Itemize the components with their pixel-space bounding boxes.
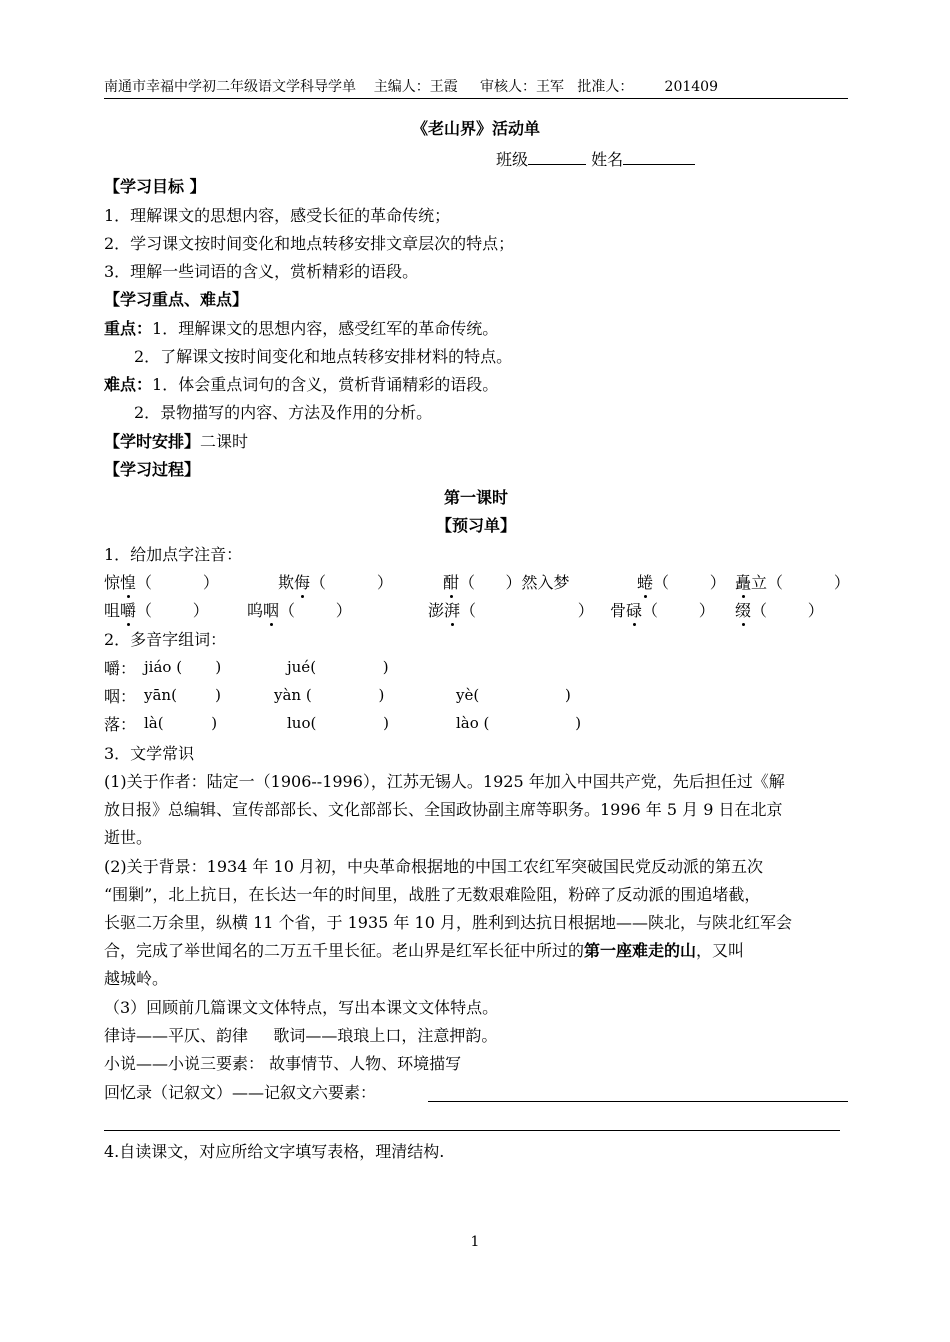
polyphone-blank[interactable]: là( ) [144, 714, 218, 732]
page-number: 1 [470, 1234, 480, 1250]
class-blank[interactable] [528, 146, 586, 165]
genre-line: 律诗——平仄、韵律 歌词——琅琅上口，注意押韵。 [104, 1026, 498, 1045]
dotted-char: 矗 [735, 573, 752, 592]
pinyin-item [735, 572, 850, 594]
pinyin-blank[interactable]: （ ） [642, 601, 715, 620]
key-label: 重点： [104, 319, 153, 338]
polyphone-blank[interactable]: yān( ) [144, 686, 221, 704]
page-header: 南通市幸福中学初二年级语文学科导学单 主编人：王霞 审核人：王军 批准人： 201409 [104, 76, 848, 99]
pinyin-blank[interactable]: （ ） [751, 601, 824, 620]
author-line: 放日报》总编辑、宣传部部长、文化部部长、全国政协副主席等职务。1996 年 5 月 9 日在北京 [104, 800, 783, 819]
polyphone-char: 嚼： [104, 659, 137, 678]
pinyin-blank[interactable]: （ ） [279, 601, 352, 620]
q3-heading: 3．文学常识 [104, 744, 195, 763]
pinyin-item: 呜咽（ ） [247, 601, 352, 620]
dotted-char: 酣 [443, 573, 460, 592]
background-line: 合，完成了举世闻名的二万五千里长征。老山界是红军长征中所过的第一座难走的山，又叫 [104, 941, 745, 960]
polyphone-char: 咽： [104, 687, 137, 706]
polyphone-blank[interactable]: jiáo ( ) [144, 658, 222, 676]
dotted-char: 碌 [626, 601, 643, 620]
answer-line[interactable] [428, 1101, 848, 1102]
polyphone-blank[interactable]: jué( ) [287, 658, 389, 676]
difficulty-2: 2．景物描写的内容、方法及作用的分析。 [134, 403, 433, 422]
pinyin-blank[interactable]: （ ） [136, 601, 209, 620]
answer-line[interactable] [104, 1130, 840, 1131]
polyphone-blank[interactable]: luo( ) [287, 714, 389, 732]
pinyin-item: 欺侮（ ） [278, 573, 393, 592]
dotted-char: 缀 [735, 601, 752, 620]
author-line: 逝世。 [104, 828, 153, 847]
background-line: 越城岭。 [104, 969, 169, 988]
class-label: 班级 [496, 150, 529, 169]
pinyin-blank[interactable]: （ ） [136, 573, 219, 592]
preview-title: 【预习单】 [435, 516, 516, 535]
difficulty-1 [104, 374, 498, 396]
polyphone-blank[interactable]: yè( ) [456, 686, 571, 704]
difficulty-label: 难点： [104, 375, 153, 394]
genre-line: 小说——小说三要素： 故事情节、人物、环境描写 [104, 1054, 462, 1073]
goals-heading: 【学习目标 】 [104, 177, 206, 196]
goal-item: 1．理解课文的思想内容，感受长征的革命传统； [104, 206, 451, 225]
pinyin-blank[interactable]: （ ） [460, 601, 594, 620]
background-line: (2)关于背景：1934 年 10 月初，中央革命根据地的中国工农红军突破国民党反动派的第五次 [104, 857, 764, 876]
polyphone-blank[interactable]: yàn ( ) [274, 686, 385, 704]
pinyin-item [735, 600, 824, 622]
polyphone-char: 落： [104, 715, 137, 734]
name-label: 姓名 [591, 150, 624, 169]
author-line: (1)关于作者：陆定一（1906--1996），江苏无锡人。1925 年加入中国共产党，先后担任过《解 [104, 772, 785, 791]
class-name-line [496, 146, 695, 171]
q4-text: 4.自读课文，对应所给文字填写表格，理清结构. [104, 1142, 445, 1161]
difficulty-text-1: 1．体会重点词句的含义，赏析背诵精彩的语段。 [152, 375, 499, 394]
q1-heading: 1．给加点字注音： [104, 545, 243, 564]
pinyin-item [637, 572, 726, 594]
dotted-char: 蜷 [637, 573, 654, 592]
dotted-char: 湃 [444, 601, 461, 620]
emphasis-text: 第一座难走的山 [584, 941, 697, 960]
goal-item: 2．学习课文按时间变化和地点转移安排文章层次的特点； [104, 234, 515, 253]
page-title: 《老山界》活动单 [411, 119, 540, 138]
dotted-char: 侮 [294, 573, 311, 592]
key-point-2: 2．了解课文按时间变化和地点转移安排材料的特点。 [134, 347, 513, 366]
pinyin-blank[interactable]: （ ）然入梦 [459, 573, 570, 592]
lesson-title: 第一课时 [443, 488, 508, 507]
focus-heading: 【学习重点、难点】 [104, 290, 249, 309]
dotted-char: 惶 [120, 573, 137, 592]
key-point-1 [104, 318, 498, 340]
dotted-char: 嚼 [120, 601, 137, 620]
schedule-value: 二课时 [200, 432, 249, 451]
goal-item: 3．理解一些词语的含义，赏析精彩的语段。 [104, 262, 419, 281]
dotted-char: 咽 [263, 601, 280, 620]
genre-heading: （3）回顾前几篇课文文体特点，写出本课文文体特点。 [104, 998, 499, 1017]
pinyin-blank[interactable]: （ ） [653, 573, 726, 592]
pinyin-item: 咀嚼（ ） [104, 601, 209, 620]
background-line: “围剿”，北上抗日，在长达一年的时间里，战胜了无数艰难险阻，粉碎了反动派的围追堵截， [104, 885, 761, 904]
q2-heading: 2．多音字组词： [104, 630, 227, 649]
pinyin-item: 惊惶（ ） [104, 573, 219, 592]
schedule-line [104, 431, 248, 453]
process-heading: 【学习过程】 [104, 460, 201, 479]
pinyin-item: 澎湃（ ） [428, 601, 594, 620]
key-text-1: 1．理解课文的思想内容，感受红军的革命传统。 [152, 319, 499, 338]
pinyin-item: 骨碌（ ） [610, 601, 715, 620]
polyphone-blank[interactable]: lào ( ) [456, 714, 582, 732]
pinyin-item [443, 572, 570, 594]
schedule-heading: 【学时安排】 [104, 432, 201, 451]
background-line: 长驱二万余里，纵横 11 个省，于 1935 年 10 月，胜利到达抗日根据地——陕北，与陕北红军会 [104, 913, 792, 932]
name-blank[interactable] [623, 146, 695, 165]
pinyin-blank[interactable]: （ ） [310, 573, 393, 592]
genre-line: 回忆录（记叙文）——记叙文六要素： [104, 1083, 377, 1102]
pinyin-blank[interactable]: 立（ ） [751, 573, 850, 592]
